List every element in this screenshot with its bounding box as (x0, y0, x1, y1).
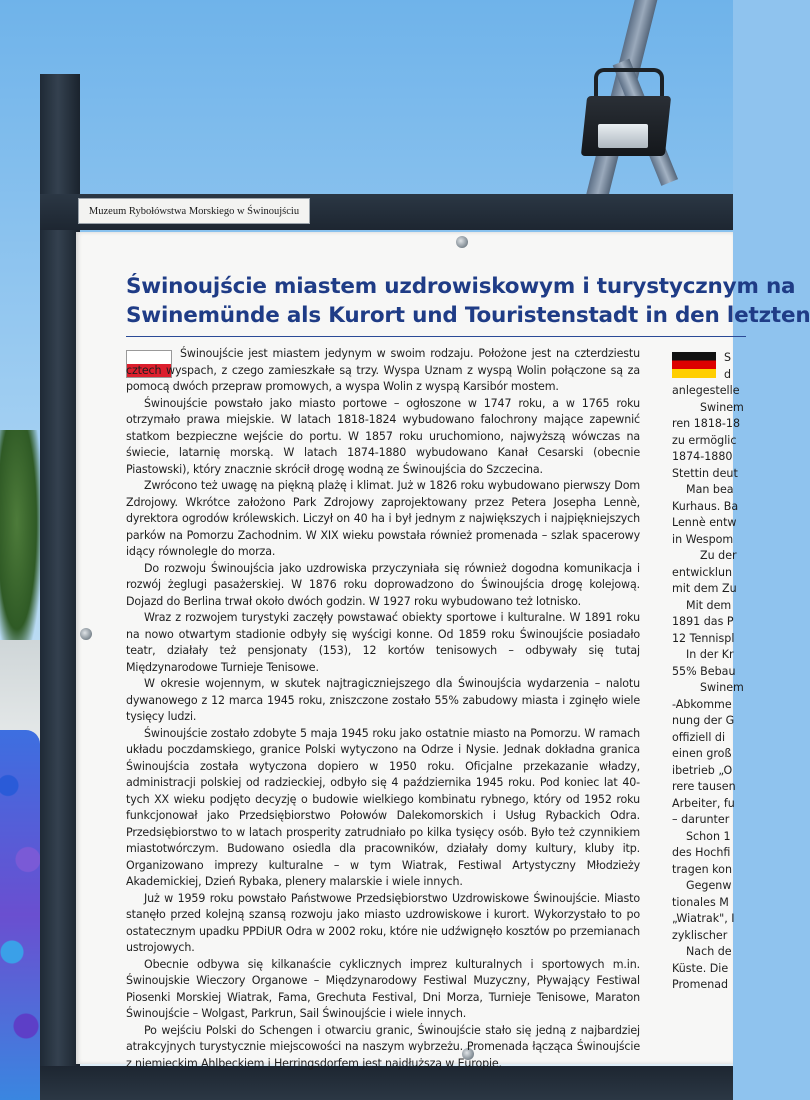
museum-label: Muzeum Rybołówstwa Morskiego w Świnoujściu (78, 198, 310, 224)
paragraph: Świnoujście jest miastem jedynym w swoim rodzaju. Położone jest na czterdziestu cztech wyspach, z czego zamieszkałe są trzy. Wyspa Uznam z wyspą Wolin połączone są za pomocą dwóch przepraw promowych, a wyspa Wolin z wyspą Karsibór mostem. (126, 347, 640, 393)
german-text-line: Lennè entw (672, 516, 737, 529)
german-text-line: Kurhaus. Ba (672, 499, 739, 513)
paragraph: Do rozwoju Świnoujścia jako uzdrowiska przyczyniała się również dogodna komunikacja i rozwój żeglugi pasażerskiej. W 1876 roku doprowadzono do Świnoujścia drogę kolejową. Dojazd do Berlina trwał około dwóch godzin. W 1927 roku wybudowano też lotnisko. (126, 561, 640, 608)
panel-title (126, 272, 810, 330)
german-text-line: mit dem Zu (672, 582, 737, 595)
german-text-line: tionales M (672, 895, 729, 909)
german-text-line: einen groß (672, 747, 732, 760)
german-text-line: Swinem (700, 681, 744, 694)
screw-icon (456, 236, 468, 248)
german-text-line: S (724, 351, 732, 364)
german-text-line: ibetrieb „O (672, 763, 733, 777)
german-text-line: Arbeiter, fu (672, 796, 735, 810)
floodlight-glass (598, 124, 648, 148)
german-text-line: anlegestelle (672, 384, 740, 397)
german-text-line: Gegenw (686, 879, 732, 892)
german-text-line: „Wiatrak", I (672, 912, 735, 925)
paragraph: Po wejściu Polski do Schengen i otwarciu granic, Świnoujście stało się jedną z najbardziej atrakcyjnych turystycznie miejscowości na naszym wybrzeżu. Promenada łącząca Świnoujście z niemieckim Ahlbeckiem i Herringsdorfem jest najdłuższą w Europie. (126, 1023, 640, 1070)
title-divider (126, 336, 746, 337)
german-text-line: 1891 das P (672, 615, 734, 628)
german-text-line: Schon 1 (686, 829, 731, 843)
person-floral-dress (0, 730, 40, 1100)
german-text-line: 55% Bebau (672, 664, 736, 678)
german-text-line: zu ermöglic (672, 433, 737, 447)
german-text-line: zyklischer (672, 928, 728, 942)
polish-text-column (126, 346, 640, 1072)
paragraph: W okresie wojennym, w skutek najtragiczniejszego dla Świnoujścia wydarzenia – nalotu dywanowego z 12 marca 1945 roku, zniszczone zostało 55% zabudowy miasta i zginęło wiele tysięcy ludzi. (126, 677, 640, 723)
german-text-line: Nach de (686, 945, 732, 958)
german-text-line: 1874-1880 (672, 450, 733, 463)
german-text-line: Küste. Die (672, 961, 729, 975)
german-text-line: ren 1818-18 (672, 417, 741, 430)
paragraph: Świnoujście zostało zdobyte 5 maja 1945 roku jako ostatnie miasto na Pomorzu. W ramach układu poczdamskiego, granice Polski wytyczono na Odrze i Nysie. Jednak dokładna granica Świnoujścia została wytyczona dopiero w 1950 roku. Oficjalne przekazanie władzy, administracji polskiej od radzieckiej, odbyło się 4 października 1945 roku. Pod koniec lat 40-tych XX wieku podjęto decyzję o budowie wielkiego kombinatu rybnego, który od 1952 roku funkcjonował jako Przedsiębiorstwo Połowów Dalekomorskich i Usług Rybackich Odra. Przedsiębiorstwo to w latach prosperity zatrudniało po kilka tysięcy osób. Było też czynnikiem miastotwórczym. Budowano osiedla dla pracowników, działały domy kultury, kluby itp. Organizowano imprezy kulturalne – w tym Wiatrak, Festiwal Artystyczny Młodzieży Akademickiej, Dzień Rybaka, plenery malarskie i wiele innych. (126, 726, 640, 888)
german-text-line: -Abkomme (672, 697, 732, 711)
title-german: Swinemünde als Kurort und Touristenstadt in den letzten (126, 303, 810, 328)
german-text-line: – darunter (672, 813, 730, 826)
german-text-column (672, 350, 772, 994)
german-text-line: Stettin deut (672, 466, 738, 480)
information-panel (76, 232, 810, 1070)
german-text-line: In der Kr (686, 648, 734, 661)
paragraph: Świnoujście powstało jako miasto portowe – ogłoszone w 1747 roku, a w 1765 roku otrzymało prawa miejskie. W latach 1818-1824 wybudowano falochrony mające zapewnić statkom bezpieczne wejście do portu. W 1857 roku uruchomiono, najwyższą wówczas na świecie, latarnię morską. W latach 1874-1880 wybudowano Kanał Cesarski (obecnie Piastowski), który znacznie skrócił drogę wodną ze Świnoujścia do Szczecina. (126, 396, 640, 476)
paragraph: Wraz z rozwojem turystyki zaczęły powstawać obiekty sportowe i kulturalne. W 1891 roku na nowo otwartym stadionie odbyły się wyścigi konne. Od 1859 roku Świnoujście posiadało teatr, działały też pensjonaty (153), 12 kortów tenisowych – odbywały się tutaj Międzynarodowe Turnieje Tenisowe. (126, 611, 640, 674)
german-text-line: entwicklun (672, 565, 733, 579)
german-text-line: Mit dem (686, 598, 732, 612)
german-text-line: offiziell di (672, 730, 726, 744)
german-text-line: des Hochfi (672, 846, 731, 859)
german-text-line: tragen kon (672, 862, 732, 876)
german-text-line: rere tausen (672, 780, 736, 793)
tree (0, 430, 42, 660)
german-text-line: nung der G (672, 714, 735, 727)
german-text-line: 12 Tennispl (672, 631, 735, 645)
german-text-line: Man bea (686, 483, 734, 496)
paragraph: Obecnie odbywa się kilkanaście cyklicznych imprez kulturalnych i sportowych m.in. Świnoujskie Wieczory Organowe – Międzynarodowy Festiwal Muzyczny, Pływający Festiwal Piosenki Morskiej Wiatrak, Fama, Grechuta Festival, Dni Morza, Turnieje Tenisowe, Maraton Świnoujście – Wolgast, Parkrun, Sail Świnoujście i wiele innych. (126, 957, 640, 1020)
paragraph: Zwrócono też uwagę na piękną plażę i klimat. Już w 1826 roku wybudowano pierwszy Dom Zdrojowy. Wkrótce założono Park Zdrojowy zaprojektowany przez Petera Josepha Lennè, dyrektora ogrodów królewskich. Liczył on 40 ha i był jednym z największych i najpiękniejszych parków na Pomorzu Zachodnim. W XIX wieku powstała również promenada – szlak spacerowy idący równolegle do morza. (126, 479, 640, 558)
german-text-line: d (724, 367, 732, 381)
paragraph: Już w 1959 roku powstało Państwowe Przedsiębiorstwo Uzdrowiskowe Świnoujście. Miasto stanęło przed kolejną szansą rozwoju jako miasto uzdrowiskowe i kurort. Wykorzystało to po ostatecznym upadku PPDiUR Odra w 2002 roku, które nie udźwignęło kosztów po przemianach ustrojowych. (126, 891, 640, 954)
title-polish: Świnoujście miastem uzdrowiskowym i turystycznym na (126, 274, 796, 299)
german-text-line: Swinem (700, 400, 744, 414)
german-text-line: Zu der (700, 549, 737, 562)
german-text-line: Promenad (672, 978, 729, 991)
german-text-line: in Wespom (672, 532, 734, 546)
screw-icon (80, 628, 92, 640)
